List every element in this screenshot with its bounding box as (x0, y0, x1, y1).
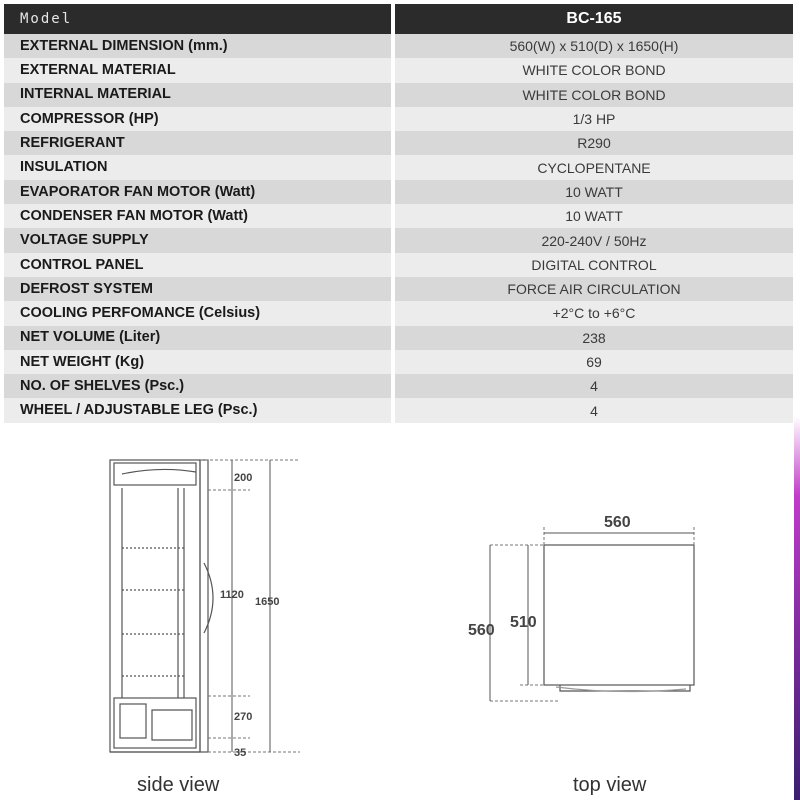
side-cabinet-outline (110, 460, 200, 752)
spec-label: COOLING PERFOMANCE (Celsius) (4, 301, 391, 325)
spec-label: EVAPORATOR FAN MOTOR (Watt) (4, 180, 391, 204)
spec-row (4, 398, 793, 422)
spec-row (4, 58, 793, 82)
spec-label: DEFROST SYSTEM (4, 277, 391, 301)
spec-row (4, 107, 793, 131)
spec-value: 1/3 HP (391, 107, 793, 131)
spec-label: VOLTAGE SUPPLY (4, 228, 391, 252)
top-view-caption: top view (573, 774, 647, 796)
side-dim-bottom: 270 (234, 711, 253, 723)
spec-value: 69 (391, 350, 793, 374)
spec-label: INTERNAL MATERIAL (4, 83, 391, 107)
spec-row (4, 83, 793, 107)
spec-row (4, 253, 793, 277)
spec-value: 220-240V / 50Hz (391, 228, 793, 252)
side-canopy (114, 463, 196, 485)
side-dim-top: 200 (234, 472, 253, 484)
spec-label: INSULATION (4, 155, 391, 179)
spec-row (4, 374, 793, 398)
spec-row (4, 277, 793, 301)
spec-row (4, 34, 793, 58)
spec-label: CONTROL PANEL (4, 253, 391, 277)
spec-row (4, 350, 793, 374)
spec-row (4, 301, 793, 325)
side-view-drawing (100, 448, 310, 768)
model-label: Model (4, 4, 391, 34)
spec-row (4, 180, 793, 204)
spec-value: WHITE COLOR BOND (391, 83, 793, 107)
spec-label: WHEEL / ADJUSTABLE LEG (Psc.) (4, 398, 391, 422)
spec-label: CONDENSER FAN MOTOR (Watt) (4, 204, 391, 228)
spec-value: CYCLOPENTANE (391, 155, 793, 179)
spec-label: EXTERNAL MATERIAL (4, 58, 391, 82)
spec-value: DIGITAL CONTROL (391, 253, 793, 277)
spec-value: 4 (391, 398, 793, 422)
spec-row (4, 131, 793, 155)
decorative-side-stripe (794, 0, 800, 800)
model-value: BC-165 (391, 4, 793, 34)
spec-value: 10 WATT (391, 204, 793, 228)
top-dim-width: 560 (604, 514, 631, 531)
spec-value: R290 (391, 131, 793, 155)
top-dim-depth-outer: 560 (468, 622, 495, 639)
spec-value: 238 (391, 326, 793, 350)
side-view-caption: side view (137, 774, 220, 796)
side-dim-middle: 1120 (220, 589, 244, 601)
spec-value: 560(W) x 510(D) x 1650(H) (391, 34, 793, 58)
spec-label: COMPRESSOR (HP) (4, 107, 391, 131)
spec-value: FORCE AIR CIRCULATION (391, 277, 793, 301)
spec-label: EXTERNAL DIMENSION (mm.) (4, 34, 391, 58)
spec-table (4, 4, 793, 423)
side-dim-total: 1650 (255, 596, 280, 608)
spec-label: NO. OF SHELVES (Psc.) (4, 374, 391, 398)
spec-row (4, 326, 793, 350)
top-cabinet-outline (544, 545, 694, 685)
spec-value: 10 WATT (391, 180, 793, 204)
side-dim-foot: 35 (234, 747, 247, 759)
spec-label: NET VOLUME (Liter) (4, 326, 391, 350)
spec-label: NET WEIGHT (Kg) (4, 350, 391, 374)
spec-table-header-row (4, 4, 793, 34)
top-view-drawing (460, 505, 730, 715)
spec-row (4, 228, 793, 252)
top-dim-depth-inner: 510 (510, 614, 537, 631)
spec-row (4, 155, 793, 179)
spec-value: WHITE COLOR BOND (391, 58, 793, 82)
spec-label: REFRIGERANT (4, 131, 391, 155)
spec-value: 4 (391, 374, 793, 398)
spec-value: +2°C to +6°C (391, 301, 793, 325)
spec-row (4, 204, 793, 228)
